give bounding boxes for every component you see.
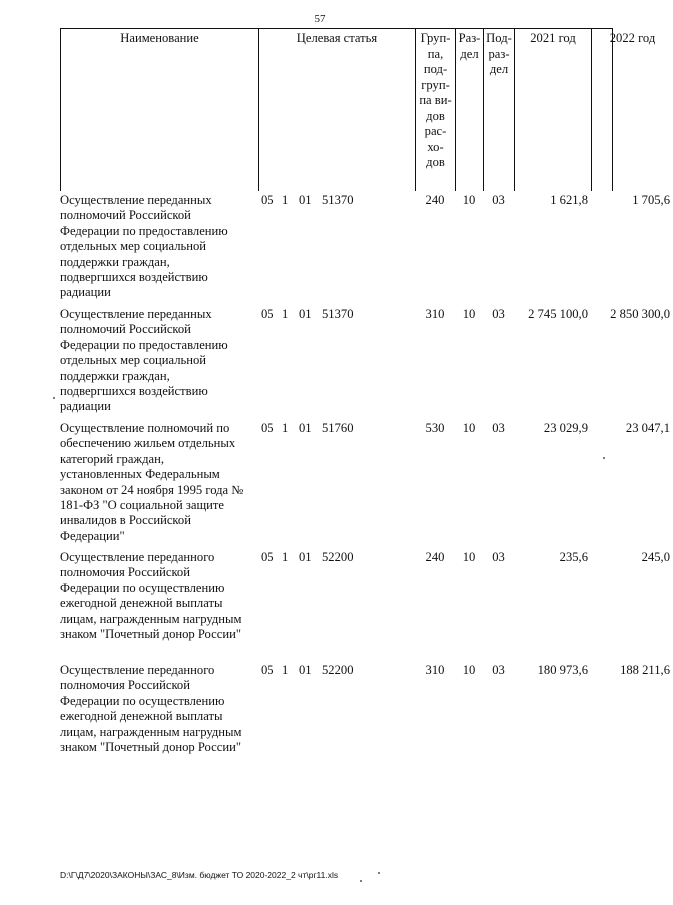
expense-group: 240 [425, 550, 445, 564]
amount-2022: 188 211,6 [620, 663, 670, 677]
subsection: 03 [492, 193, 505, 207]
section: 10 [462, 421, 476, 435]
row-name-line: отдельных мер социальной [60, 239, 207, 254]
row-name-line: радиации [60, 285, 111, 300]
row-name-line: установленных Федеральным [60, 467, 220, 482]
target-article-program: 05 [261, 663, 274, 677]
header-label-line: под- [423, 62, 448, 76]
header-year-2021: 2021 год [514, 28, 591, 191]
expense-group: 530 [425, 421, 445, 435]
row-name-line: радиации [60, 399, 111, 414]
row-name-line: полномочия Российской [60, 565, 190, 580]
header-subsection [483, 28, 514, 191]
header-label-line: Под- [486, 31, 512, 45]
row-name [60, 421, 256, 544]
row-name [60, 550, 256, 642]
target-article-direction: 52200 [322, 663, 354, 677]
target-article-direction: 51370 [322, 193, 354, 207]
subsection: 03 [492, 421, 505, 435]
target-article-subprogram: 1 [282, 421, 289, 435]
target-article-direction: 51370 [322, 307, 354, 321]
row-name-line: законом от 24 ноября 1995 года № [60, 482, 244, 497]
header-label-line: хо- [427, 139, 444, 154]
row-name-line: поддержки граждан, [60, 254, 170, 269]
row-name-line: ежегодной денежной выплаты [60, 596, 223, 611]
row-name-line: подвергшихся воздействию [60, 384, 208, 399]
section: 10 [462, 193, 476, 207]
row-name-line: Осуществление переданных [60, 307, 212, 321]
target-article-program: 05 [261, 193, 274, 207]
row-name-line: Осуществление переданного [60, 663, 215, 677]
header-label-line: дел [460, 46, 479, 61]
amount-2021: 1 621,8 [550, 193, 588, 207]
row-name-line: Осуществление переданного [60, 550, 215, 564]
row-name-line: лицам, награжденным нагрудным [60, 611, 242, 626]
target-article-direction: 51760 [322, 421, 354, 435]
row-name-line: Осуществление переданных [60, 193, 212, 207]
target-article-activity: 01 [299, 550, 312, 564]
header-name: Наименование [60, 28, 258, 191]
section: 10 [462, 550, 476, 564]
header-label-line: рас- [424, 124, 447, 138]
row-name-line: ежегодной денежной выплаты [60, 709, 223, 724]
header-label-line: груп- [421, 77, 450, 92]
expense-group: 310 [425, 307, 445, 321]
section: 10 [462, 307, 476, 321]
row-name-line: Федерации по осуществлению [60, 580, 225, 595]
target-article-subprogram: 1 [282, 663, 289, 677]
header-label-line: дел [489, 62, 509, 76]
row-name-line: категорий граждан, [60, 451, 164, 466]
row-name-line: поддержки граждан, [60, 368, 170, 383]
header-label-line: раз- [488, 46, 510, 61]
subsection: 03 [492, 663, 505, 677]
file-path-footer: D:\Г\Д7\2020\ЗАКОНЫ\ЗАС_8\Изм. бюджет ТО 2020-2022_2 чт\рг11.xls [60, 870, 339, 880]
amount-2021: 235,6 [559, 550, 588, 564]
expense-group: 310 [425, 663, 445, 677]
target-article-activity: 01 [299, 663, 312, 677]
row-name [60, 663, 256, 755]
row-name-line: Федерации по осуществлению [60, 693, 225, 708]
header-section [455, 28, 483, 191]
row-name-line: полномочия Российской [60, 678, 190, 693]
expense-group: 240 [425, 193, 445, 207]
row-name-line: полномочий Российской [60, 208, 191, 223]
header-label-line: дов [426, 108, 445, 123]
row-name-line: Федерации по предоставлению [60, 337, 228, 352]
amount-2022: 2 850 300,0 [610, 307, 670, 321]
header-target-article: Целевая статья [258, 28, 415, 191]
header-label-line: Раз- [458, 31, 481, 45]
target-article-activity: 01 [299, 193, 312, 207]
row-name-line: 181-ФЗ "О социальной защите [60, 498, 224, 513]
scan-speck [53, 397, 55, 399]
target-article-subprogram: 1 [282, 307, 289, 321]
row-name-line: знаком "Почетный донор России" [60, 740, 241, 755]
target-article-program: 05 [261, 550, 274, 564]
target-article-program: 05 [261, 307, 274, 321]
subsection: 03 [492, 550, 505, 564]
row-name-line: инвалидов в Российской [60, 513, 191, 528]
amount-2022: 245,0 [641, 550, 670, 564]
row-name-line: отдельных мер социальной [60, 353, 207, 368]
scan-speck [378, 872, 380, 874]
header-label-line: Груп- [420, 31, 451, 45]
header-year-2022: 2022 год [591, 28, 673, 191]
header-label-line: дов [426, 155, 445, 169]
amount-2022: 1 705,6 [632, 193, 670, 207]
target-article-activity: 01 [299, 421, 312, 435]
section: 10 [462, 663, 476, 677]
header-label-line: па, [427, 46, 444, 61]
header-label-line: па ви- [419, 93, 452, 107]
table-header [60, 28, 656, 191]
scan-speck [603, 457, 605, 459]
row-name-line: лицам, награжденным нагрудным [60, 724, 242, 739]
target-article-activity: 01 [299, 307, 312, 321]
target-article-subprogram: 1 [282, 550, 289, 564]
row-name [60, 193, 256, 301]
row-name-line: знаком "Почетный донор России" [60, 627, 241, 642]
amount-2021: 180 973,6 [537, 663, 588, 677]
row-name-line: обеспечению жильем отдельных [60, 436, 236, 451]
target-article-program: 05 [261, 421, 274, 435]
row-name-line: Федерации по предоставлению [60, 223, 228, 238]
scan-speck [360, 880, 362, 882]
row-name-line: Федерации" [60, 528, 125, 543]
row-name [60, 307, 256, 415]
target-article-subprogram: 1 [282, 193, 289, 207]
row-name-line: Осуществление полномочий по [60, 421, 230, 435]
amount-2022: 23 047,1 [625, 421, 670, 435]
subsection: 03 [492, 307, 505, 321]
page-number: 57 [314, 13, 326, 25]
row-name-line: подвергшихся воздействию [60, 270, 208, 285]
amount-2021: 23 029,9 [543, 421, 588, 435]
header-group [415, 28, 455, 191]
amount-2021: 2 745 100,0 [528, 307, 588, 321]
target-article-direction: 52200 [322, 550, 354, 564]
row-name-line: полномочий Российской [60, 322, 191, 337]
